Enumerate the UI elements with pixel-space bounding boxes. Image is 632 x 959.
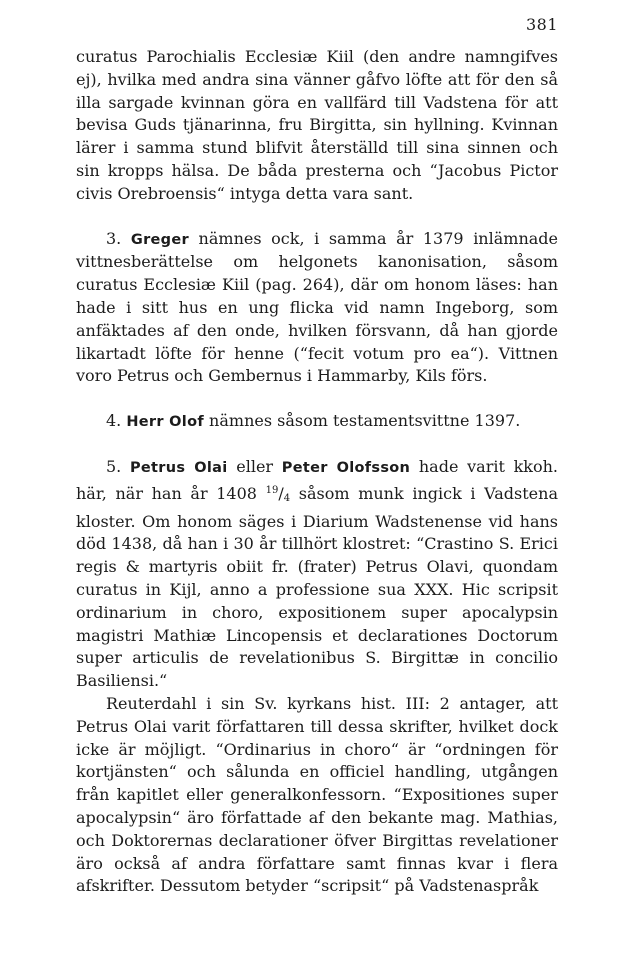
entry-text: nämnes såsom testamentsvittne 1397. (209, 411, 521, 431)
person-name-petrus-olai: Petrus Olai (129, 459, 228, 476)
paragraph-greger (76, 228, 558, 389)
person-name-herr-olof: Herr Olof (126, 414, 204, 431)
entry-number: 5. (106, 456, 122, 476)
entry-text: nämnes ock, i samma år 1379 inlämnade vittnesberättelse om helgonets kanonisation, såsom curatus Ecclesiæ Kiil (pag. 264), där om honom läses: han hade i sitt hus en ung flicka vid namn Ingeborg, som anfäktades af den onde, hvilken försvann, då han gjorde likartadt löfte för henne (“fecit votum pro ea“). Vittnen voro Petrus och Gembernus i Hammarby, Kils förs. (76, 228, 558, 386)
entry-text-b: såsom munk ingick i Vadstena kloster. Om honom säges i Diarium Wadstenense vid hans död 1438, då han i 30 år tillhört klostret: “Crastino S. Erici regis & martyris obiit fr. (frater) Petrus Olavi, quondam curatus in Kijl, anno a professione sua XXX. Hic scripsit ordinarium in choro, expositionem super apocalypsin magistri Mathiæ Lincopensis et declarationes Doctorum super articulis de revelationibus S. Birgittæ in concilio Basiliensi.“ (76, 483, 558, 691)
paragraph-reuterdahl: Reuterdahl i sin Sv. kyrkans hist. III: 2 antager, att Petrus Olai varit författaren till dessa skrifter, hvilket dock icke är möjligt. “Ordinarius in choro“ är “ordningen för kortjänsten“ och sålunda en officiel handling, utgången från kapitlet eller generalkonfessorn. “Expositiones super apocalypsin“ äro författade af den bekante mag. Mathias, och Doktorernas declarationer öfver Birgittas revelationer äro också af andra författare samt finnas kvar i flera afskrifter. Dessutom betyder “scripsit“ på Vadstenaspråk (76, 693, 558, 896)
person-name-peter-olofsson: Peter Olofsson (281, 459, 411, 476)
paragraph-petrus-olai (76, 456, 558, 693)
paragraph-spacer (76, 206, 558, 228)
fraction-denominator: 4 (283, 492, 291, 504)
date-fraction: $^{19}/_4$ (265, 483, 291, 504)
paragraph-herr-olof (76, 410, 558, 434)
paragraph-spacer (76, 388, 558, 410)
entry-text-a: hade varit kkoh. här, när han år 1408 (76, 456, 559, 503)
paragraph-kiil-vow: curatus Parochialis Ecclesiæ Kiil (den andre namngifves ej), hvilka med andra sina vänner gåfvo löfte att för den så illa sargade kvinnan göra en vallfärd till Vadstena för att bevisa Guds tjänarinna, fru Birgitta, sin hyllning. Kvinnan lärer i samma stund blifvit återställd till sina sinnen och sin kropps hälsa. De båda presterna och “Jacobus Pictor civis Orebroensis“ intyga detta vara sant. (76, 47, 558, 203)
entry-number: 4. (106, 411, 122, 431)
person-name-greger: Greger (130, 231, 189, 248)
book-page (76, 14, 558, 898)
entry-number: 3. (106, 228, 122, 248)
page-number: 381 (525, 15, 558, 34)
paragraph-spacer (76, 434, 558, 456)
fraction-numerator: 19 (265, 484, 279, 496)
conjunction: eller (236, 456, 274, 476)
